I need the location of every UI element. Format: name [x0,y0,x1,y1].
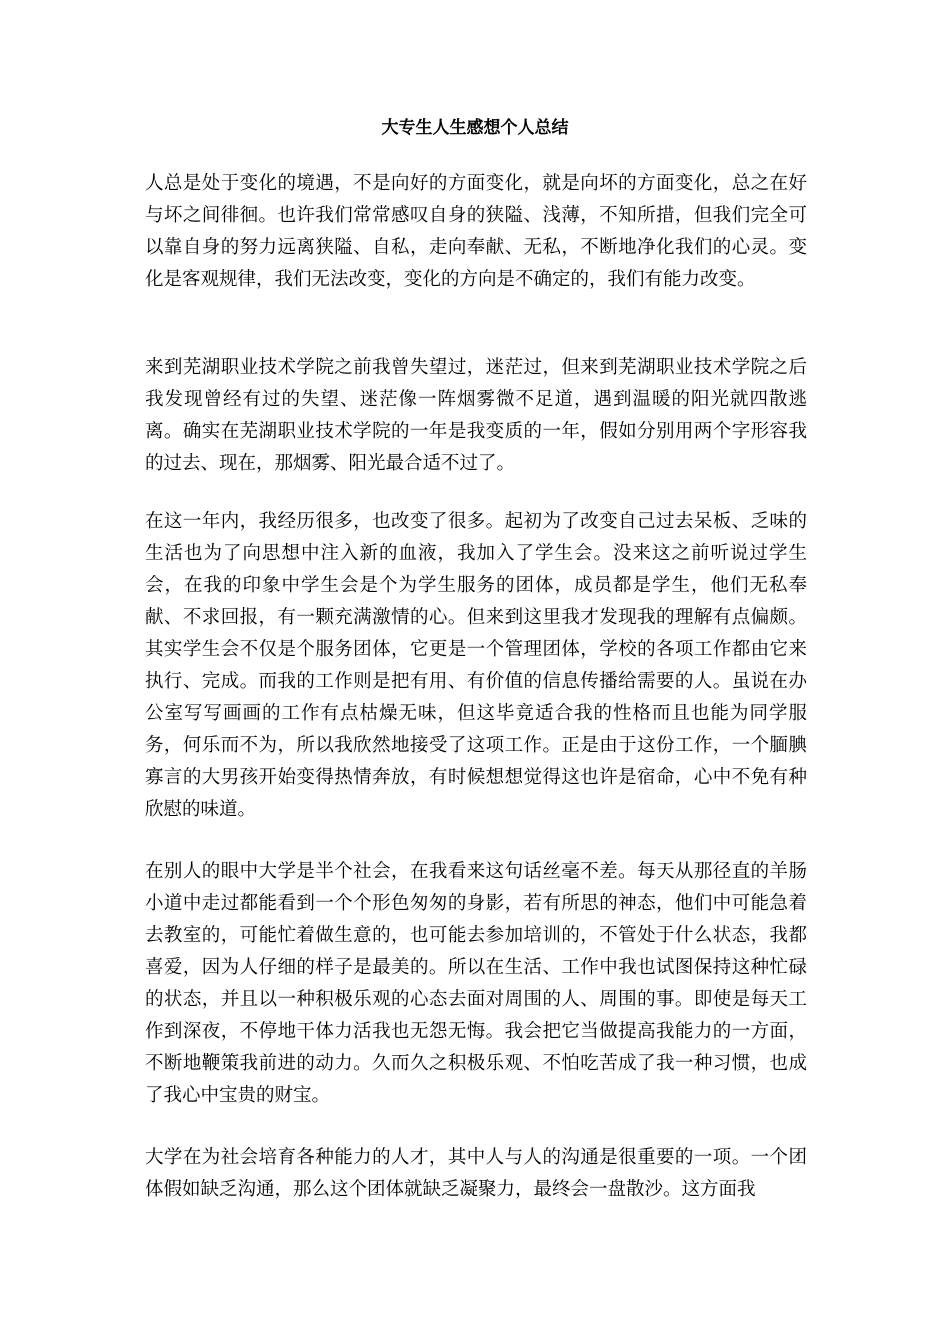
paragraph-2: 来到芜湖职业技术学院之前我曾失望过，迷茫过，但来到芜湖职业技术学院之后我发现曾经有过的失望、迷茫像一阵烟雾微不足道，遇到温暖的阳光就四散逃离。确实在芜湖职业技术学院的一年是我变质的一年，假如分别用两个字形容我的过去、现在，那烟雾、阳光最合适不过了。 [145,357,807,474]
paragraph-4: 在别人的眼中大学是半个社会，在我看来这句话丝毫不差。每天从那径直的羊肠小道中走过都能看到一个个形色匆匆的身影，若有所思的神态，他们中可能急着去教室的，可能忙着做生意的，也可能去参加培训的，不管处于什么状态，我都喜爱，因为人仔细的样子是最美的。所以在生活、工作中我也试图保持这种忙碌的状态，并且以一种积极乐观的心态去面对周围的人、周围的事。即使是每天工作到深夜，不停地干体力活我也无怨无悔。我会把它当做提高我能力的一方面，不断地鞭策我前进的动力。久而久之积极乐观、不怕吃苦成了我一种习惯，也成了我心中宝贵的财宝。 [145,861,807,1106]
paragraph-5: 大学在为社会培育各种能力的人才，其中人与人的沟通是很重要的一项。一个团体假如缺乏沟通，那么这个团体就缺乏凝聚力，最终会一盘散沙。这方面我 [145,1147,807,1200]
paragraph-3: 在这一年内，我经历很多，也改变了很多。起初为了改变自己过去呆板、乏味的生活也为了向思想中注入新的血液，我加入了学生会。没来这之前听说过学生会，在我的印象中学生会是个为学生服务的团体，成员都是学生，他们无私奉献、不求回报，有一颗充满激情的心。但来到这里我才发现我的理解有点偏颇。其实学生会不仅是个服务团体，它更是一个管理团体，学校的各项工作都由它来执行、完成。而我的工作则是把有用、有价值的信息传播给需要的人。虽说在办公室写写画画的工作有点枯燥无味，但这毕竟适合我的性格而且也能为同学服务，何乐而不为，所以我欣然地接受了这项工作。正是由于这份工作，一个腼腆寡言的大男孩开始变得热情奔放，有时候想想觉得这也许是宿命，心中不免有种欣慰的味道。 [145,511,807,820]
document-title: 大专生人生感想个人总结 [381,118,569,138]
paragraph-1: 人总是处于变化的境遇，不是向好的方面变化，就是向坏的方面变化，总之在好与坏之间徘徊。也许我们常常感叹自身的狭隘、浅薄，不知所措，但我们完全可以靠自身的努力远离狭隘、自私，走向奉献、无私，不断地净化我们的心灵。变化是客观规律，我们无法改变，变化的方向是不确定的，我们有能力改变。 [145,173,807,290]
